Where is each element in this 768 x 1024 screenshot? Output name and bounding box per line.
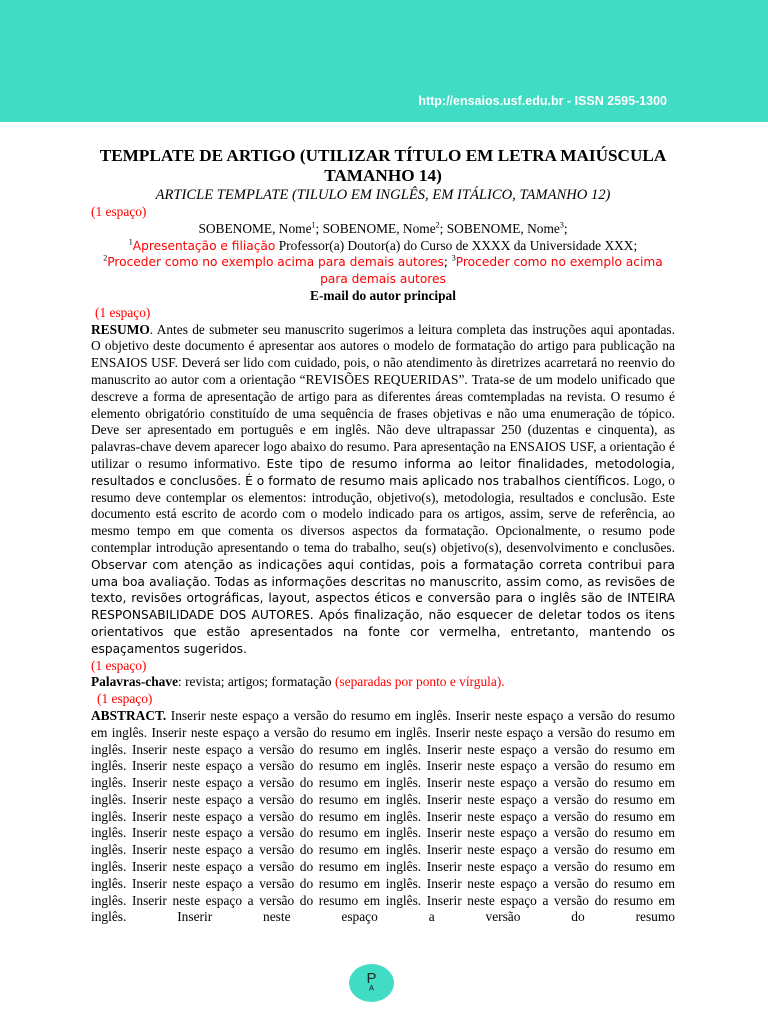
article-title: TEMPLATE DE ARTIGO (UTILIZAR TÍTULO EM LETRA MAIÚSCULA TAMANHO 14) <box>99 146 667 185</box>
affiliation-1-text: Professor(a) Doutor(a) do Curso de XXXX da Universidade XXX; <box>275 237 638 253</box>
abstract-text: Inserir neste espaço a versão do resumo em inglês. Inserir neste espaço a versão do resumo em inglês. Inserir neste espaço a versão do resumo em inglês. Inserir neste espaço a versão do resumo em inglês. Inserir neste espaço a versão do resumo em inglês. Inserir neste espaço a versão do resumo em inglês. Inserir neste espaço a versão do resumo em inglês. Inserir neste espaço a versão do resumo em inglês. Inserir neste espaço a versão do resumo em inglês. Inserir neste espaço a versão do resumo em inglês. Inserir neste espaço a versão do resumo em inglês. Inserir neste espaço a versão do resumo em inglês. Inserir neste espaço a versão do resumo em inglês. Inserir neste espaço a versão do resumo em inglês. Inserir neste espaço a versão do resumo em inglês. Inserir neste espaço a versão do resumo em inglês. Inserir neste espaço a versão do resumo em inglês. Inserir neste espaço a versão do resumo em inglês. Inserir neste espaço a versão do resumo em inglês. Inserir neste espaço a versão do resumo em inglês. Inserir neste espaço a versão do resumo em inglês. Inserir neste espaço a versão do resumo em inglês. Inserir neste espaço a versão do resumo em inglês. Inserir neste espaço a versão do resumo em inglês. Inserir neste espaço a versão do resumo <box>91 707 675 925</box>
authors-line <box>91 221 675 238</box>
authors-end: ; <box>563 220 568 236</box>
author-2: ; SOBENOME, Nome <box>315 220 436 236</box>
affiliation-2 <box>91 254 675 288</box>
author-3: ; SOBENOME, Nome <box>439 220 560 236</box>
page-badge-line-2: ᴬ <box>369 984 374 996</box>
resumo-text-3: Logo, o resumo deve contemplar os elementos: introdução, objetivo(s), metodologia, resultados e conclusão. Este documento está escrito de acordo com o modelo indicado para os artigos, assim, serve de referência, ao mesmo tempo em que comenta os diversos aspectos da formatação. Opcionalmente, o resumo pode contemplar introdução apresentando o tema do trabalho, seu(s) objetivo(s), desenvolvimento e conclusões. <box>91 472 675 555</box>
author-1-sup: 1 <box>311 220 316 230</box>
spacing-note: (1 espaço) <box>91 204 147 219</box>
resumo-text-4: Observar com atenção as indicações aqui contidas, pois a formatação correta contribui para uma boa avaliação. Todas as informações descritas no manuscrito, assim como, as revisões de texto, revisões ortográficas, layout, aspectos éticos e conversão para o inglês são de INTEIRA RESPONSABILIDADE DOS AUTORES. Após finalização, não esquecer de deletar todos os itens orientativos que estão apresentados na fonte cor vermelha, entretanto, mantendo os espaçamentos sugeridos. <box>91 557 675 656</box>
resumo-text-1: . Antes de submeter seu manuscrito sugerimos a leitura completa das instruções aqui apontadas. O objetivo deste documento é apresentar aos autores o modelo de formatação do artigo para publicação na ENSAIOS USF. Deverá ser lido com cuidado, pois, o não atendimento às diretrizes acarretará no reenvio do manuscrito ao autor com a orientação “REVISÕES REQUERIDAS”. Trata-se de um modelo unificado que descreve a forma de apresentação de artigo para as diferentes áreas comtempladas na revista. O resumo é elemento obrigatório constituído de uma sequência de frases objetivas e não uma enumeração de tópico. Deve ser apresentado em português e em inglês. Não deve ultrapassar 250 (duzentas e cinquenta), as palavras-chave devem aparecer logo abaixo do resumo. Para apresentação na ENSAIOS USF, a orientação é utilizar o resumo informativo. <box>91 321 675 471</box>
affiliation-3-red-note: Proceder como no exemplo acima para demais autores <box>320 255 663 287</box>
author-2-sup: 2 <box>435 220 440 230</box>
spacing-note: (1 espaço) <box>91 657 147 673</box>
keywords-line <box>91 674 675 691</box>
article-subtitle: ARTICLE TEMPLATE (TILULO EM INGLÊS, EM ITÁLICO, TAMANHO 12) <box>155 187 611 203</box>
author-email-line: E-mail do autor principal <box>310 287 456 303</box>
keywords-text: : revista; artigos; formatação <box>178 674 335 690</box>
affiliation-separator: ; <box>443 255 452 270</box>
affiliation-3-sup: 3 <box>451 253 456 263</box>
affiliation-2-red-note: Proceder como no exemplo acima para demais autores <box>107 255 444 270</box>
page-number-badge[interactable] <box>349 964 394 1002</box>
resumo-label: RESUMO <box>91 321 150 337</box>
journal-url-link[interactable]: http://ensaios.usf.edu.br - ISSN 2595-1300 <box>418 94 667 108</box>
spacing-note: (1 espaço) <box>95 304 151 320</box>
resumo-text-2: Este tipo de resumo informa ao leitor finalidades, metodologia, resultados e conclusões. É o formato de resumo mais aplicado nos trabalhos científicos. <box>91 456 675 488</box>
spacing-note: (1 espaço) <box>97 691 153 707</box>
header-band <box>0 0 768 122</box>
keywords-label: Palavras-chave <box>91 674 179 690</box>
affiliation-2-sup: 2 <box>103 253 108 263</box>
abstract-paragraph <box>91 708 675 926</box>
affiliation-1-red-note: Apresentação e filiação <box>132 238 276 253</box>
affiliation-1 <box>91 238 675 255</box>
author-1: SOBENOME, Nome <box>198 220 312 236</box>
affiliation-1-sup: 1 <box>128 237 133 247</box>
resumo-paragraph <box>91 322 675 658</box>
page-badge-line-1: P <box>366 970 377 987</box>
article-template-document <box>91 146 675 926</box>
abstract-label: ABSTRACT. <box>91 707 167 723</box>
author-3-sup: 3 <box>559 220 564 230</box>
keywords-red-note: (separadas por ponto e vírgula). <box>334 674 505 690</box>
